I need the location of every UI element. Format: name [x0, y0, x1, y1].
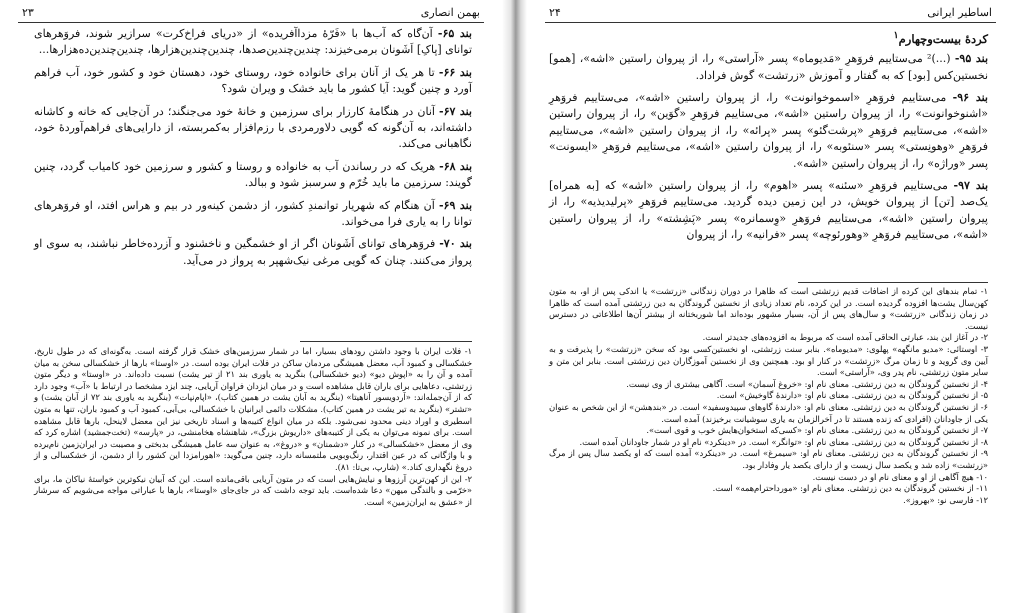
verse-label: بند ۶۸-	[439, 159, 473, 173]
running-title: بهمن انصاری	[420, 6, 480, 19]
footnote: ۲- این از کهن‌ترین آرزوها و نیایش‌هایی است که در متون آریایی باقی‌مانده است. این که آبیان نیکوترین خواستهٔ نیاکان ما، برای «خرّمی و بالندگی میهن» دعا شده‌است. باید توجه داشت که در جای‌جای «اوستا»، بارها با عباراتی مواجه می‌شویم که سرشار از «عشق به ایران‌زمین» است.	[34, 473, 472, 507]
footnote: ۱۱- از نخستین گروندگان به دین زرتشتی. معنای نام او: «مورداحترام‌همه» است.	[712, 483, 988, 494]
verse-paragraph	[549, 51, 988, 84]
main-text	[549, 26, 988, 250]
footnote: ۸- از نخستین گروندگان به دین زرتشتی. معنای نام او: «توانگر» است. در «دینکرد» نام او در شمار جاودانان آمده است.	[579, 436, 988, 447]
footnote-divider	[300, 341, 472, 342]
footnote: ۲- در آغاز این بند، عبارتی الحاقی آمده است که مربوط به افزوده‌های جدیدتر است.	[702, 332, 988, 343]
footnote: ۷- از نخستین گروندگان به دین زرتشتی. معنای نام او: «کسی‌که استخوان‌هایش خوب و قوی است».	[646, 425, 988, 436]
verse-paragraph	[34, 198, 472, 231]
footnote: ۱۰- هیچ آگاهی از او و معنای نام او در دست نیست.	[812, 471, 988, 482]
footnote: ۶- از نخستین گروندگان به دین زرتشتی. معنای نام او: «دارندهٔ گاوهای سپیدوسفید» است. در «بندهشن» از این شخص به عنوان یکی از جاودانان (افرادی که زنده هستند تا در آخرالزمان به یاری سوشیانت برخیزند) آمده است.	[549, 401, 988, 424]
footnote: ۴- از نخستین گروندگان به دین زرتشتی. معنای نام او: «خروغ آسمان» است. آگاهی بیشتری از وی نیست.	[626, 378, 988, 389]
verse-paragraph	[549, 178, 988, 244]
main-text	[34, 26, 472, 275]
verse-paragraph	[34, 26, 472, 59]
right-page	[527, 0, 1014, 613]
verse-label: بند ۷۰-	[439, 237, 472, 251]
page-number: ۲۴	[549, 6, 561, 19]
verse-text: فروَهرهای توانای اَشَونان اگر از او خشمگین و ناخشنود و آزرده‌خاطر نباشند، به سوی او پرواز می‌کنند. چنان که گویی مرغی نیک‌شهپر به پرواز در می‌آید.	[34, 237, 472, 267]
verse-label: بند ۹۵-	[954, 52, 989, 66]
footnotes	[549, 286, 988, 506]
verse-text: می‌ستاییم فروَهرِ «سئنه» پسر «اهوم» را، از پیروان راستین «اشه» که [به همراه] یک‌صد [تن] از پیروان خویش، در این زمین دیده گردید. می‌ستاییم فروَهرِ «پرلیدیذیه» را، از پیروان راستین «اشه»، می‌ستاییم فروَهرِ «وِسمانره» پسر «پَشِشته» را، از پیروان راستین «اشه»، می‌ستاییم فروَهرِ «وهورئوچه» پسر «فرانیه» را، از پیروان	[549, 179, 988, 242]
page-header	[18, 6, 484, 23]
footnote: ۵- از نخستین گروندگان به دین زرتشتی. معنای نام او: «دارندهٔ گاوخیش» است.	[716, 390, 988, 401]
verse-label: بند ۶۵-	[437, 27, 472, 40]
footnote-divider	[798, 282, 988, 283]
verse-label: بند ۹۷-	[953, 179, 989, 193]
verse-text: تا هر یک از آنان برای خانواده خود، روستای خود، دهستان خود و کشور خود، آب فراهم آورد و چنین گوید: آیا کشور ما باید خشک و ویران شود؟	[34, 65, 472, 96]
verse-label: بند ۶۶-	[438, 65, 472, 79]
verse-text: (...)² می‌ستاییم فروَهرِ «مَدیوماه» پسر «آراستی» را، از پیروان راستین «اشه»، [همو] نخستین‌کس [بود] که به گفتار و آموزش «زرتشت» گوش فراداد.	[549, 52, 988, 82]
footnote: ۱۲- فارسی نو: «بهروز».	[903, 494, 988, 505]
verse-paragraph	[34, 104, 472, 153]
verse-text: می‌ستاییم فروَهرِ «اسموخوانونت» را، از پیروان راستین «اشه»، می‌ستاییم فروَهرِ «اشنوخوانونت» را، از پیروان راستین «اشه»، می‌ستاییم فروَهرِ «گوَین» را، از پیروان راستین «اشه»، می‌ستاییم فروَهرِ «پرشت‌گئو» پسر «پرائه» را، از پیروان راستین «اشه»، می‌ستاییم فروَهرِ «وهونِستی» پسر «سنئوبه» را، از پیروان راستین «اشه»، می‌ستاییم فروَهرِ «ایسونت» پسر «وراژه» را، از پیروان راستین «اشه».	[549, 91, 988, 170]
verse-label: بند ۹۶-	[952, 91, 988, 105]
page-header	[545, 6, 996, 23]
left-page	[0, 0, 502, 613]
verse-text: آن‌گاه که آب‌ها با «فَرّهٔ مزداآفریده» از «دریای فراخ‌کرت» سرازیر شوند، فروَهرهای توانای [پاکِ] اَشَونان برمی‌خیزند: چندین‌چندین‌صدها، چندین‌چندین‌هزارها، چندین‌چندین‌ده‌هزارها...	[34, 27, 472, 57]
verse-paragraph	[34, 236, 472, 269]
section-title-text: کردهٔ بیست‌وچهارم	[898, 31, 988, 46]
section-title	[549, 28, 988, 47]
footnote: ۹- از نخستین گروندگان به دین زرتشتی. معنای نام او: «سیمرغ» است. در «دینکرد» آمده است که او یکصد سال پس از مرگ «زرتشت» زاده شد و یکصد سال زیست و از دارای یکصد یار وفادار بود.	[549, 448, 988, 470]
verse-label: بند ۶۷-	[439, 104, 472, 118]
book-gutter	[502, 0, 527, 613]
page-number: ۲۳	[22, 6, 34, 19]
verse-text: هریک که در رساندن آب به خانواده و روستا و کشور و سرزمین خود کامیاب گردد، چنین گویند: سرزمین ما باید خُرّم و سرسبز شود و ببالد.	[34, 159, 472, 190]
verse-label: بند ۶۹-	[438, 198, 473, 212]
verse-paragraph	[34, 65, 472, 98]
verse-text: آنان در هنگامهٔ کارزار برای سرزمین و خانهٔ خود می‌جنگند؛ در آن‌جایی که خانه و کاشانه داشته‌اند، به آن‌گونه که گویی دلاورمردی با رزم‌افزار به‌کمربسته، از دارایی‌های فراهم‌آوردهٔ خود، نگاهبانی می‌کند.	[34, 104, 472, 151]
footnote: ۱- تمام بندهای این کرده از اضافات قدیم زرتشتی است که ظاهرا در دوران زندگانی «زرتشت» یا اندکی پس از او، به متون کهن‌سال یشت‌ها افزوده گردیده است. در این کرده، نام تعداد زیادی از نخستین گروندگان به دین زرتشتی آمده است که ظاهرا در زمان زندگانی «زرتشت» و سال‌های پس از آن، بسیار مشهور بوده‌اند اما شوربختانه از بیشتر آن‌ها اطلاعاتی در دسترس نیست.	[549, 286, 988, 331]
section-title-note: ۱	[893, 30, 899, 41]
running-title: اساطیر ایرانی	[927, 6, 992, 19]
verse-text: آن هنگام که شهریار توانمندِ کشور، از دشمن کینه‌ور در بیم و هراس افتد، او فروَهرهای توانا را به یاری فرا می‌خواند.	[34, 198, 472, 229]
verse-paragraph	[549, 90, 988, 172]
footnote: ۳- اوستائی: «مدیو مانگهه» پهلوی: «مدیوماه». بنابر سنت زرتشتی، او نخستین‌کسی بود که سخن «زرتشت» را پذیرفت و به آیین وی گروید و تا زمان مرگ «زرتشت» در کنار او بود. همچنین وی از نخستین آموزگاران دین زرتشتی است. بنابر این متن و سایر متون زرتشتی، نام پدر وی، «آراستی» است.	[549, 343, 988, 378]
footnotes	[34, 346, 472, 508]
verse-paragraph	[34, 159, 472, 192]
footnote: ۱- فلات ایران با وجود داشتن رودهای بسیار، اما در شمار سرزمین‌های خشک قرار گرفته است. به‌گونه‌ای که در طول تاریخ، خشکسالی و کمبود آب، معضل همیشگی مردمان ساکن در فلات ایران بوده است. در «اوستا» بارها از خشکسالی سخن به میان آمده و آن را به «اپوش دیو» (دیو خشکسالی) بنگرید به یاوری بند ۲۱ از تیر یشت) نسبت داده‌اند. در «اوستا» و دیگر متون زرتشتی، دعاهایی برای باران قابل مشاهده است و در میان ایزدان فراوان آریایی، چند ایزد مشخصا در ارتباط با «آب» وجود دارد که از آن‌جمله‌اند: «اَردویسور آناهیتا» (بنگرید به آبان یشت در همین کتاب)، «اپام‌نپات» (بنگرید به یاوری بند ۷۲ از آبان یشت) و «تشتر» (بنگرید به تیر یشت در همین کتاب). مشکلات دائمی ایرانیان با خشکسالی، بی‌آبی، کمبود آب و کمبود باران، تنها به متون اسطیری و اوراد دینی محدود نمی‌شود. بلکه در میان انواع کتیبه‌ها و اسناد تاریخی نیز این معضل لاینحل، بارها قابل مشاهده است. برای نمونه می‌توان به یکی از کتیبه‌های «داریوش بزرگ»، شاهنشاه هخامنشی، در «پارسه» (تخت‌جمشید) اشاره کرد که وی از معضل «خشکسالی» در کنار «دشمنان» و «دروغ»، به عنوان سه عامل همیشگی بدبختی و مصیبت در ایران‌زمین نام‌برده و با واژگانی که در عین اقتدار، رنگ‌وبویی ملتمسانه دارد، چنین می‌گوید: «اهورامزدا این کشور را از دشمن، از خشکسالی و از دروغ نگهداری کناد.» (شارپ، بی‌تا: ۸۱).	[34, 346, 473, 472]
